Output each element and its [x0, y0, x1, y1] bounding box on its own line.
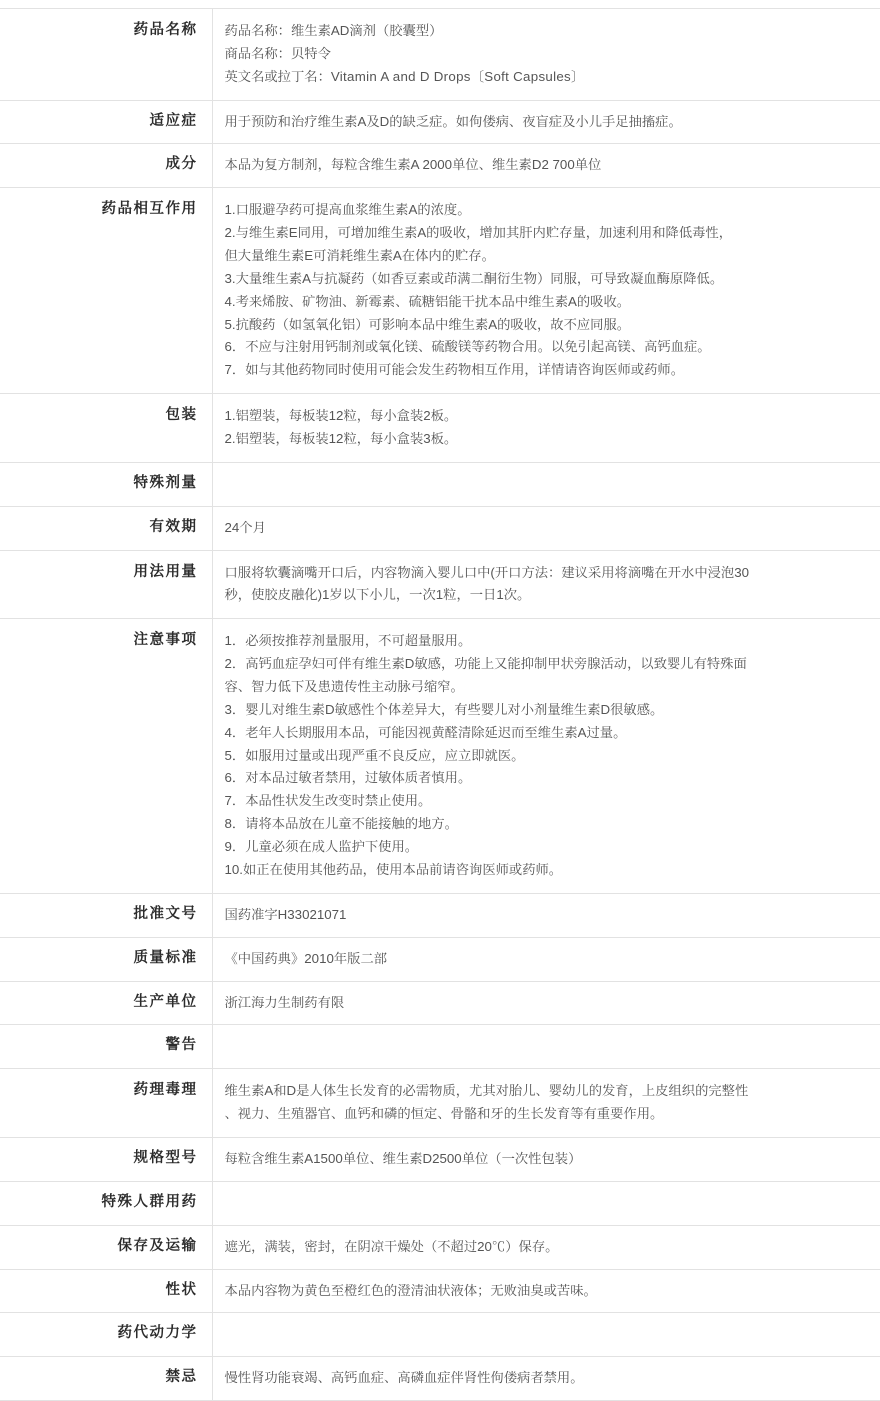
table-row — [0, 937, 880, 981]
row-value-line: 5．如服用过量或出现严重不良反应，应立即就医。 — [224, 747, 525, 763]
row-value-pair — [225, 66, 867, 89]
row-value-pair — [225, 20, 867, 43]
row-value-empty — [225, 1323, 867, 1346]
row-value-pair-value: 贝特令 — [290, 45, 331, 61]
row-value-pair — [225, 43, 867, 66]
row-label: 特殊人群用药 — [101, 1193, 198, 1210]
drug-info-table-body — [0, 9, 880, 1401]
row-label: 性状 — [165, 1281, 198, 1298]
table-row — [0, 893, 880, 937]
row-label: 规格型号 — [133, 1149, 198, 1166]
row-value-line: 秒，使胶皮融化)1岁以下小儿，一次1粒，一日1次。 — [224, 587, 531, 603]
table-row — [0, 1225, 880, 1269]
row-value — [212, 550, 880, 619]
row-value-empty — [225, 1035, 867, 1058]
table-row — [0, 1025, 880, 1069]
row-value — [212, 1313, 880, 1357]
row-value — [212, 506, 880, 550]
row-value-line: 2.铝塑装，每板装12粒，每小盒装3板。 — [224, 431, 458, 447]
row-value-line: 10.如正在使用其他药品，使用本品前请咨询医师或药师。 — [224, 861, 563, 877]
table-row — [0, 1181, 880, 1225]
row-value-line: 1.铝塑装，每板装12粒，每小盒装2板。 — [224, 408, 458, 424]
row-label: 特殊剂量 — [133, 474, 198, 491]
row-value-line: 5.抗酸药（如氢氧化铝）可影响本品中维生素A的吸收，故不应同服。 — [224, 316, 631, 332]
row-value-line: 本品为复方制剂，每粒含维生素A 2000单位、维生素D2 700单位 — [224, 157, 602, 173]
row-label: 有效期 — [149, 518, 198, 535]
row-value-pair-value: 维生素AD滴剂（胶囊型） — [290, 23, 443, 38]
row-value-pair-key: 药品名称： — [224, 23, 291, 38]
row-value-line: 、视力、生殖器官、血钙和磷的恒定、骨骼和牙的生长发育等有重要作用。 — [224, 1106, 664, 1122]
row-value — [212, 619, 880, 893]
row-value — [212, 188, 880, 394]
row-value — [212, 1181, 880, 1225]
row-value-line: 6．不应与注射用钙制剂或氧化镁、硫酸镁等药物合用。以免引起高镁、高钙血症。 — [224, 339, 711, 355]
row-value — [212, 1137, 880, 1181]
row-label: 适应症 — [149, 112, 198, 129]
row-value — [212, 937, 880, 981]
table-row — [0, 1313, 880, 1357]
row-value — [212, 9, 880, 101]
row-value-line: 24个月 — [224, 519, 266, 535]
row-value-line: 容、智力低下及患遗传性主动脉弓缩窄。 — [224, 679, 464, 695]
row-value-pair-key: 英文名或拉丁名： — [224, 68, 331, 84]
row-label: 质量标准 — [133, 949, 198, 966]
row-value-line: 《中国药典》2010年版二部 — [224, 950, 388, 966]
row-label: 药品相互作用 — [101, 201, 198, 218]
row-value — [212, 100, 880, 144]
row-value-line: 维生素A和D是人体生长发育的必需物质，尤其对胎儿、婴幼儿的发育，上皮组织的完整性 — [224, 1083, 749, 1099]
row-label: 生产单位 — [133, 993, 198, 1010]
table-row — [0, 1357, 880, 1401]
row-label: 警告 — [165, 1037, 198, 1054]
row-value-line: 8．请将本品放在儿童不能接触的地方。 — [224, 816, 458, 832]
table-row — [0, 188, 880, 394]
row-value-line: 每粒含维生素A1500单位、维生素D2500单位（一次性包装） — [224, 1150, 582, 1166]
row-value-empty — [225, 1192, 867, 1215]
row-label: 药理毒理 — [133, 1082, 198, 1099]
row-value-line: 7．如与其他药物同时使用可能会发生药物相互作用，详情请咨询医师或药师。 — [224, 362, 684, 378]
row-value-line: 4．老年人长期服用本品，可能因视黄醛清除延迟而至维生素A过量。 — [224, 724, 627, 740]
row-value-line: 4.考来烯胺、矿物油、新霉素、硫糖铝能干扰本品中维生素A的吸收。 — [224, 293, 631, 309]
row-label: 包装 — [165, 407, 198, 424]
row-value-line: 本品内容物为黄色至橙红色的澄清油状液体；无败油臭或苦味。 — [224, 1282, 597, 1298]
table-row — [0, 144, 880, 188]
row-value-line: 慢性肾功能衰竭、高钙血症、高磷血症伴肾性佝偻病者禁用。 — [224, 1370, 584, 1386]
row-value — [212, 1225, 880, 1269]
row-value — [212, 462, 880, 506]
row-label: 禁忌 — [165, 1369, 198, 1386]
row-value-line: 1．必须按推荐剂量服用，不可超量服用。 — [224, 633, 472, 649]
row-label: 用法用量 — [133, 563, 198, 580]
row-label: 成分 — [165, 156, 198, 173]
row-value-line: 7．本品性状发生改变时禁止使用。 — [224, 793, 432, 809]
table-row — [0, 1269, 880, 1313]
table-row — [0, 981, 880, 1025]
row-value-line: 浙江海力生制药有限 — [224, 994, 345, 1010]
table-row — [0, 506, 880, 550]
row-value-empty — [225, 473, 867, 496]
row-value-line: 3．婴儿对维生素D敏感性个体差异大，有些婴儿对小剂量维生素D很敏感。 — [224, 701, 664, 717]
row-value-pair-value: Vitamin A and D Drops〔Soft Capsules〕 — [330, 68, 585, 84]
table-row — [0, 9, 880, 101]
row-value-line: 9．儿童必须在成人监护下使用。 — [224, 839, 419, 855]
row-value-line: 但大量维生素E可消耗维生素A在体内的贮存。 — [224, 248, 495, 264]
table-row — [0, 619, 880, 893]
table-row — [0, 394, 880, 463]
row-value — [212, 981, 880, 1025]
row-value-line: 口服将软囊滴嘴开口后，内容物滴入婴儿口中(开口方法：建议采用将滴嘴在开水中浸泡30 — [224, 564, 749, 580]
row-value-line: 遮光，满装，密封，在阴凉干燥处（不超过20℃）保存。 — [224, 1238, 559, 1254]
row-label: 药代动力学 — [117, 1325, 198, 1342]
row-value-line: 6．对本品过敏者禁用，过敏体质者慎用。 — [224, 770, 472, 786]
table-row — [0, 1069, 880, 1138]
table-row — [0, 462, 880, 506]
row-value — [212, 893, 880, 937]
row-value — [212, 1025, 880, 1069]
row-value — [212, 1069, 880, 1138]
table-row — [0, 550, 880, 619]
row-value — [212, 394, 880, 463]
row-value-line: 用于预防和治疗维生素A及D的缺乏症。如佝偻病、夜盲症及小儿手足抽搐症。 — [224, 113, 682, 129]
drug-info-table — [0, 8, 880, 1401]
row-value-line: 2．高钙血症孕妇可伴有维生素D敏感，功能上又能抑制甲状旁腺活动，以致婴儿有特殊面 — [224, 656, 747, 672]
row-value-line: 1.口服避孕药可提高血浆维生素A的浓度。 — [224, 202, 471, 218]
table-row — [0, 100, 880, 144]
row-value — [212, 144, 880, 188]
row-label: 批准文号 — [133, 905, 198, 922]
table-row — [0, 1137, 880, 1181]
row-value-line: 3.大量维生素A与抗凝药（如香豆素或茚满二酮衍生物）同服，可导致凝血酶原降低。 — [224, 270, 724, 286]
row-label: 保存及运输 — [117, 1237, 198, 1254]
row-label: 注意事项 — [133, 632, 198, 649]
row-value — [212, 1357, 880, 1401]
row-value — [212, 1269, 880, 1313]
row-label: 药品名称 — [133, 22, 198, 38]
row-value-pair-key: 商品名称： — [224, 45, 291, 61]
row-value-line: 国药准字H33021071 — [224, 906, 347, 922]
row-value-line: 2.与维生素E同用，可增加维生素A的吸收，增加其肝内贮存量，加速利用和降低毒性， — [224, 225, 733, 241]
